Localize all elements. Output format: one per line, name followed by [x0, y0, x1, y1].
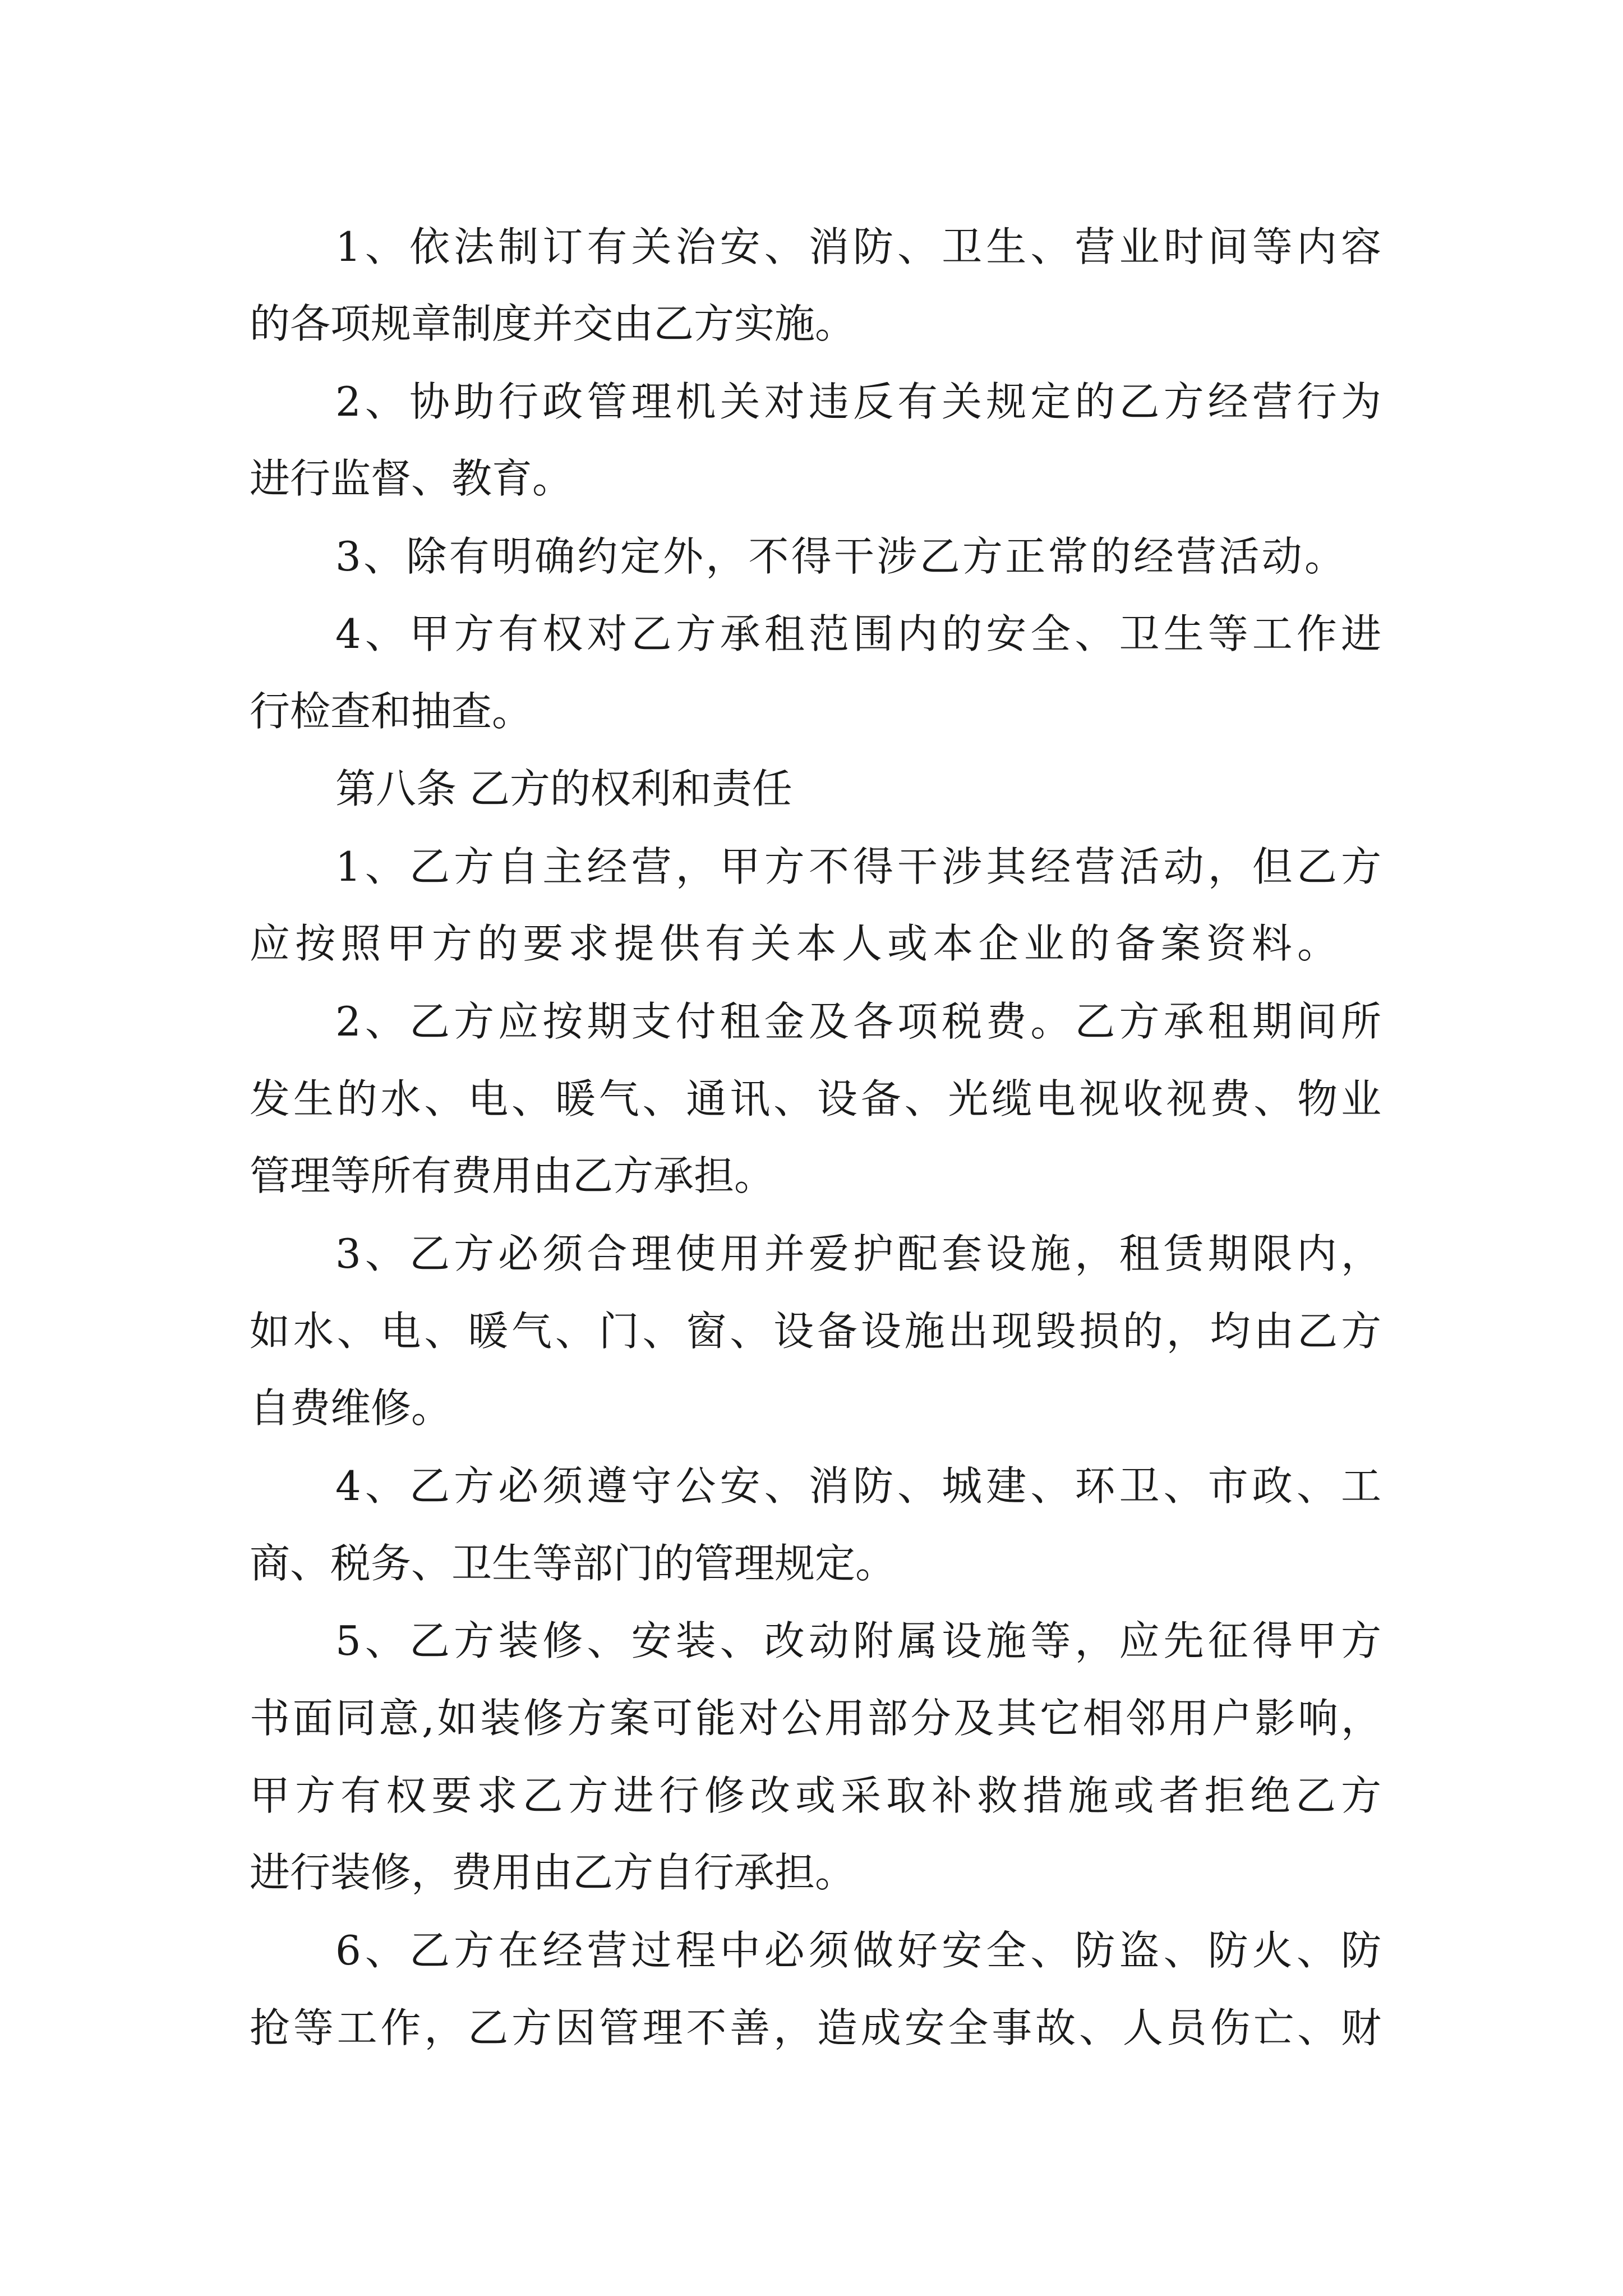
text-line: 管理等所有费用由乙方承担。: [250, 1152, 775, 1199]
text-line: 行检查和抽查。: [250, 688, 533, 735]
text-line: 1、依法制订有关治安、消防、卫生、营业时间等内容: [335, 223, 1381, 270]
text-line: 2、协助行政管理机关对违反有关规定的乙方经营行为: [335, 378, 1381, 425]
text-line: 应按照甲方的要求提供有关本人或本企业的备案资料。: [250, 920, 1338, 967]
text-line: 甲方有权要求乙方进行修改或采取补救措施或者拒绝乙方: [250, 1772, 1381, 1819]
text-line: 3、除有明确约定外，不得干涉乙方正常的经营活动。: [335, 533, 1345, 580]
section-heading: 第八条 乙方的权利和责任: [335, 765, 792, 812]
text-line: 1、乙方自主经营，甲方不得干涉其经营活动，但乙方: [335, 843, 1381, 890]
text-line: 自费维修。: [250, 1384, 452, 1432]
text-line: 2、乙方应按期支付租金及各项税费。乙方承租期间所: [335, 998, 1381, 1045]
text-line: 如水、电、暖气、门、窗、设备设施出现毁损的，均由乙方: [250, 1308, 1381, 1355]
text-line: 进行装修，费用由乙方自行承担。: [250, 1849, 856, 1896]
text-line: 抢等工作，乙方因管理不善，造成安全事故、人员伤亡、财: [250, 2004, 1381, 2051]
text-line: 进行监督、教育。: [250, 455, 573, 502]
text-line: 4、乙方必须遵守公安、消防、城建、环卫、市政、工: [335, 1462, 1381, 1510]
text-line: 4、甲方有权对乙方承租范围内的安全、卫生等工作进: [335, 610, 1381, 657]
text-line: 5、乙方装修、安装、改动附属设施等，应先征得甲方: [335, 1617, 1381, 1664]
text-line: 商、税务、卫生等部门的管理规定。: [250, 1540, 896, 1587]
text-line: 发生的水、电、暖气、通讯、设备、光缆电视收视费、物业: [250, 1075, 1381, 1122]
text-line: 的各项规章制度并交由乙方实施。: [250, 300, 856, 347]
text-line: 书面同意,如装修方案可能对公用部分及其它相邻用户影响，: [250, 1695, 1381, 1742]
text-line: 3、乙方必须合理使用并爱护配套设施，租赁期限内，: [335, 1230, 1381, 1277]
text-line: 6、乙方在经营过程中必须做好安全、防盗、防火、防: [335, 1927, 1381, 1974]
